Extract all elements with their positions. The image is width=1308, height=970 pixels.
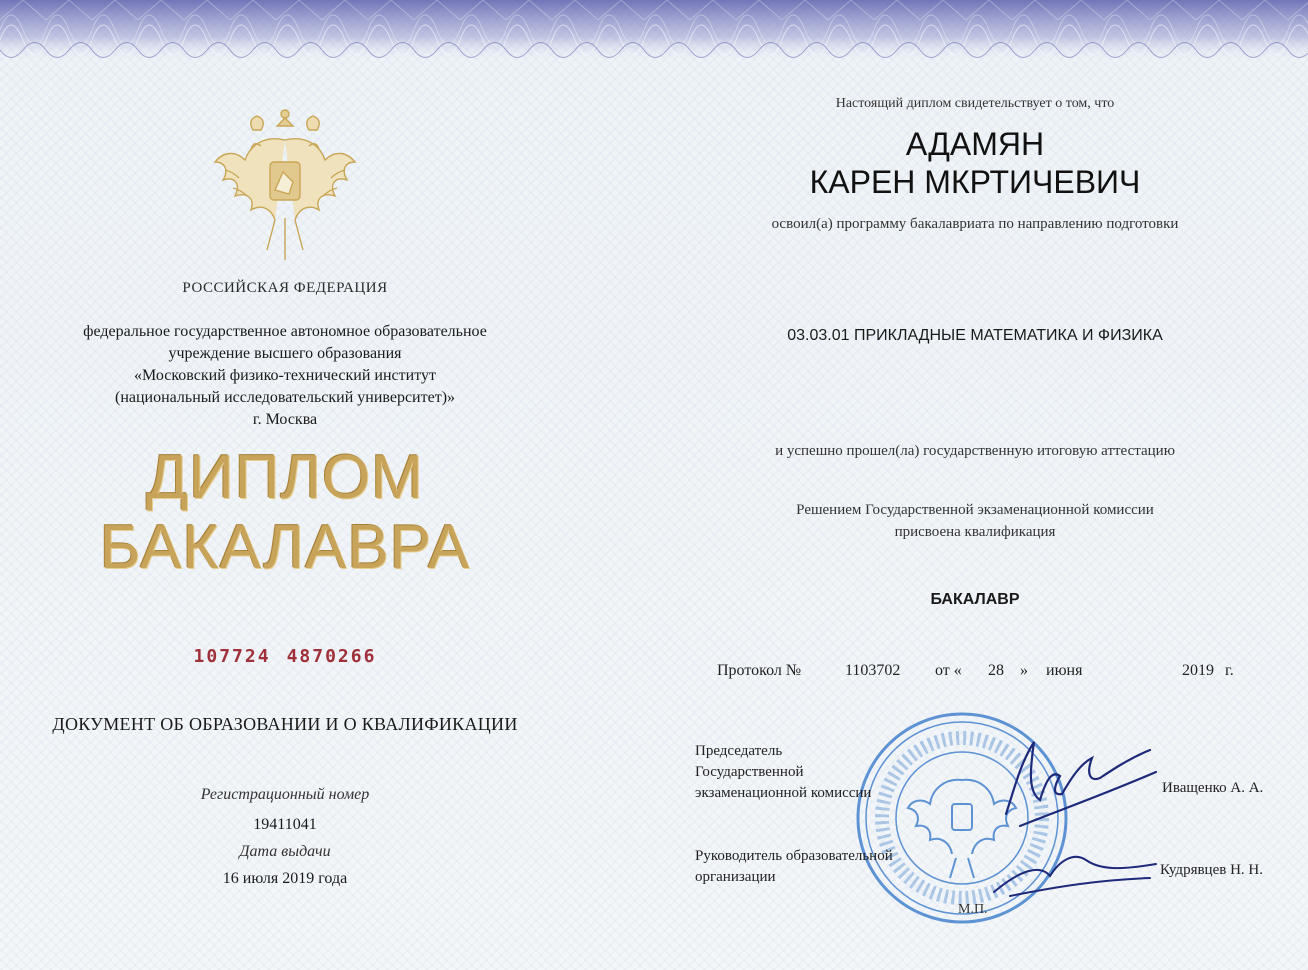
serial-number-part: 4870266 (286, 646, 377, 667)
attestation-text: и успешно прошел(ла) государственную итоговую аттестацию (775, 443, 1175, 459)
head-name: Кудрявцев Н. Н. (1160, 862, 1263, 878)
qualification: БАКАЛАВР (930, 591, 1020, 608)
issue-date-label: Дата выдачи (239, 843, 331, 860)
head-title-line: организации (695, 869, 776, 885)
institution-city: г. Москва (252, 411, 318, 428)
diploma-title-line1: ДИПЛОМ (146, 443, 424, 512)
document-type: ДОКУМЕНТ ОБ ОБРАЗОВАНИИ И О КВАЛИФИКАЦИИ (52, 714, 518, 734)
protocol-year: 2019 (1182, 662, 1214, 679)
head-signature (990, 840, 1160, 900)
program-intro-text: освоил(а) программу бакалавриата по направлению подготовки (771, 216, 1179, 232)
head-title-line: Руководитель образовательной (695, 848, 893, 864)
chair-title (695, 741, 871, 804)
institution-line: федеральное государственное автономное образовательное (83, 323, 487, 340)
chair-title-line: Государственной (695, 764, 804, 780)
country-label: РОССИЙСКАЯ ФЕДЕРАЦИЯ (182, 280, 388, 296)
chair-title-line: Председатель (695, 743, 783, 759)
head-title (695, 846, 893, 888)
chair-title-line: экзаменационной комиссии (695, 785, 872, 801)
protocol-label: Протокол № (717, 662, 802, 679)
institution-line: учреждение высшего образования (168, 345, 402, 362)
protocol-from: от « (935, 662, 962, 679)
registration-label: Регистрационный номер (200, 786, 370, 803)
institution-line: (национальный исследовательский университет)» (114, 389, 456, 406)
protocol-day: 28 (988, 662, 1004, 679)
chair-name: Иващенко А. А. (1162, 780, 1264, 796)
program-name: 03.03.01 ПРИКЛАДНЫЕ МАТЕМАТИКА И ФИЗИКА (787, 327, 1163, 344)
commission-decision (660, 499, 1290, 543)
graduate-given-names: КАРЕН МКРТИЧЕВИЧ (809, 164, 1141, 200)
protocol-number: 1103702 (845, 662, 901, 679)
diploma-title-line2: БАКАЛАВРА (99, 513, 471, 582)
institution-name (20, 321, 550, 431)
serial-series: 107724 (193, 646, 271, 667)
registration-number: 19411041 (253, 816, 317, 833)
russian-coat-of-arms-icon (205, 100, 365, 265)
decision-line: Решением Государственной экзаменационной комиссии (796, 502, 1154, 518)
chair-signature (1000, 730, 1160, 830)
institution-line: «Московский физико-технический институт (134, 367, 436, 384)
protocol-month: июня (1046, 662, 1083, 679)
graduate-surname: АДАМЯН (905, 126, 1045, 162)
guilloche-border (0, 0, 1308, 70)
issue-date: 16 июля 2019 года (222, 870, 348, 887)
decision-line: присвоена квалификация (894, 524, 1056, 540)
serial-number (20, 646, 550, 667)
protocol-year-suffix: г. (1225, 662, 1234, 679)
seal-label: М.П. (958, 902, 988, 917)
certifies-text: Настоящий диплом свидетельствует о том, что (835, 96, 1115, 111)
protocol-close-quote: » (1020, 662, 1028, 679)
